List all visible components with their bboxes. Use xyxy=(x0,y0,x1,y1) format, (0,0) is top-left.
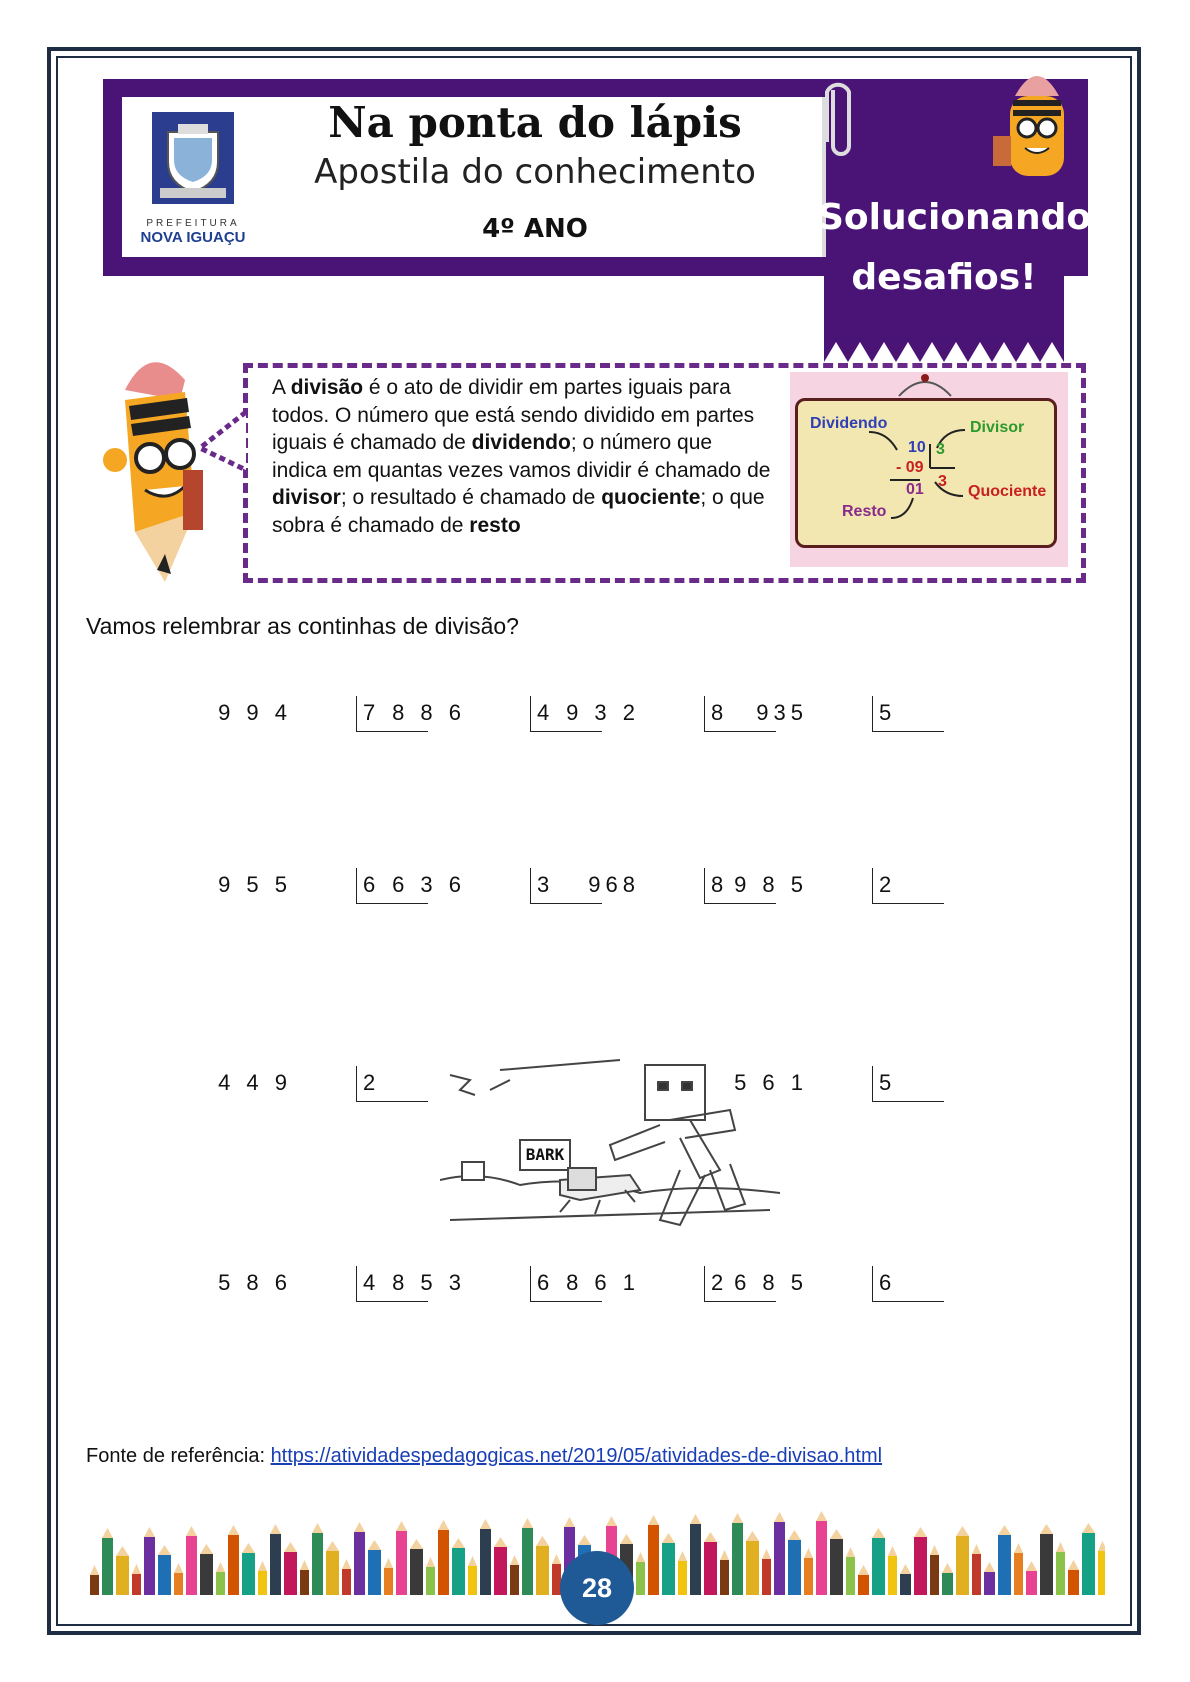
num-quotient: 3 xyxy=(938,473,947,490)
pencil-icon xyxy=(956,1536,969,1595)
divisor: 2 xyxy=(356,1066,428,1102)
pencil-icon xyxy=(942,1573,953,1595)
pencil-icon xyxy=(636,1562,645,1595)
pencil-icon xyxy=(914,1537,927,1595)
pencil-icon xyxy=(102,1538,113,1595)
pencil-icon xyxy=(426,1567,435,1595)
pencil-tip-icon xyxy=(888,1546,897,1556)
pencil-mascot-icon xyxy=(985,66,1085,191)
label-dividendo: Dividendo xyxy=(810,415,888,432)
dividend: 5 8 6 xyxy=(218,1270,292,1295)
pencil-tip-icon xyxy=(426,1557,435,1567)
dividend: 9 3 2 xyxy=(566,700,640,725)
pencil-tip-icon xyxy=(578,1535,591,1545)
diagram-pin-icon xyxy=(895,372,955,403)
def-text-3: ; o número que indica em quantas vezes vamos dividir é chamado de xyxy=(272,431,771,482)
badge-text xyxy=(818,188,1092,308)
label-quociente: Quociente xyxy=(968,483,1047,500)
pencil-tip-icon xyxy=(690,1514,701,1524)
pencil-tip-icon xyxy=(270,1524,281,1534)
pencil-icon xyxy=(984,1572,995,1595)
pencil-tip-icon xyxy=(678,1551,687,1561)
pencil-icon xyxy=(174,1573,183,1595)
pencil-tip-icon xyxy=(326,1541,339,1551)
divisor: 4 xyxy=(356,1266,428,1302)
def-term-resto: resto xyxy=(469,513,521,537)
pencil-icon xyxy=(662,1543,675,1595)
pencil-tip-icon xyxy=(480,1519,491,1529)
definition-text xyxy=(272,374,772,539)
pencil-icon xyxy=(326,1551,339,1595)
pencil-tip-icon xyxy=(258,1561,267,1571)
pencil-tip-icon xyxy=(510,1555,519,1565)
pencil-tip-icon xyxy=(1082,1523,1095,1533)
dividend: 8 5 3 xyxy=(392,1270,466,1295)
dividend: 6 8 5 xyxy=(734,1270,808,1295)
pencil-icon xyxy=(300,1570,309,1595)
pencil-tip-icon xyxy=(144,1527,155,1537)
pencil-icon xyxy=(804,1558,813,1595)
num-dividend: 10 xyxy=(908,439,926,456)
pencil-tip-icon xyxy=(762,1549,771,1559)
pencil-icon xyxy=(116,1556,129,1595)
num-rest: 01 xyxy=(906,481,924,498)
pencil-tip-icon xyxy=(468,1556,477,1566)
pencil-tip-icon xyxy=(522,1518,533,1528)
def-text-5: ; o que sobra é chamado de xyxy=(272,486,765,537)
divisor: 5 xyxy=(872,696,944,732)
pencil-tip-icon xyxy=(452,1538,465,1548)
source-line xyxy=(86,1445,882,1468)
pencil-icon xyxy=(830,1539,843,1595)
pencil-tip-icon xyxy=(620,1534,633,1544)
pencil-tip-icon xyxy=(158,1545,171,1555)
pencil-icon xyxy=(788,1540,801,1595)
pencil-icon xyxy=(200,1554,213,1595)
pencil-tip-icon xyxy=(186,1526,197,1536)
pencil-icon xyxy=(972,1554,981,1595)
pencil-icon xyxy=(704,1542,717,1595)
pencil-tip-icon xyxy=(354,1522,365,1532)
page-subtitle: Apostila do conhecimento xyxy=(314,152,756,192)
pencil-icon xyxy=(228,1535,239,1595)
pencil-icon xyxy=(158,1555,171,1595)
dividend: 9 5 5 xyxy=(218,872,292,897)
pencil-mascot-large-icon xyxy=(95,340,210,605)
def-text-2: é o ato de dividir em partes iguais para todos. O número que está sendo dividido em partes iguais é chamado de xyxy=(272,376,755,454)
pencil-tip-icon xyxy=(914,1527,927,1537)
pencil-tip-icon xyxy=(102,1528,113,1538)
pencil-tip-icon xyxy=(720,1550,729,1560)
pencil-tip-icon xyxy=(368,1540,381,1550)
bark-label: BARK xyxy=(525,1145,565,1164)
pencil-icon xyxy=(186,1536,197,1595)
division-diagram xyxy=(795,398,1057,548)
pencil-icon xyxy=(816,1521,827,1595)
label-divisor: Divisor xyxy=(970,419,1025,436)
dividend: 8 6 1 xyxy=(566,1270,640,1295)
paperclip-icon xyxy=(823,82,857,169)
pencil-icon xyxy=(1056,1552,1065,1595)
exercise-prompt: Vamos relembrar as continhas de divisão? xyxy=(86,613,519,639)
pencil-tip-icon xyxy=(132,1564,141,1574)
dividend: 935 xyxy=(756,700,808,725)
pencil-icon xyxy=(438,1530,449,1595)
pencil-tip-icon xyxy=(242,1543,255,1553)
pencil-tip-icon xyxy=(858,1565,869,1575)
pencil-tip-icon xyxy=(972,1544,981,1554)
pencil-icon xyxy=(746,1541,759,1595)
pencil-tip-icon xyxy=(90,1565,99,1575)
divisor: 5 xyxy=(872,1066,944,1102)
source-link[interactable]: https://atividadespedagogicas.net/2019/05/atividades-de-divisao.html xyxy=(270,1445,883,1467)
speech-pointer-icon xyxy=(198,408,248,483)
pencil-tip-icon xyxy=(410,1539,423,1549)
badge-line-2: desafios! xyxy=(851,257,1037,298)
pencil-icon xyxy=(762,1559,771,1595)
num-subtract: - 09 xyxy=(896,459,924,476)
pencil-tip-icon xyxy=(636,1552,645,1562)
dividend: 9 9 4 xyxy=(218,700,292,725)
pencil-tip-icon xyxy=(704,1532,717,1542)
logo-city: NOVA IGUAÇU xyxy=(140,229,246,246)
pencil-icon xyxy=(90,1575,99,1595)
pencil-icon xyxy=(242,1553,255,1595)
def-text-4: ; o resultado é chamado de xyxy=(340,486,602,509)
pencil-icon xyxy=(522,1528,533,1595)
pencil-icon xyxy=(648,1525,659,1595)
pencil-tip-icon xyxy=(984,1562,995,1572)
dividend: 6 3 6 xyxy=(392,872,466,897)
pencil-icon xyxy=(510,1565,519,1595)
pencil-tip-icon xyxy=(732,1513,743,1523)
pencil-tip-icon xyxy=(174,1563,183,1573)
num-divisor: 3 xyxy=(936,441,945,458)
pencil-tip-icon xyxy=(494,1537,507,1547)
pencil-icon xyxy=(216,1572,225,1595)
pencil-icon xyxy=(132,1574,141,1595)
pencil-tip-icon xyxy=(312,1523,323,1533)
dividend: 4 4 9 xyxy=(218,1070,292,1095)
divisor: 6 xyxy=(356,868,428,904)
pencil-icon xyxy=(368,1550,381,1595)
dividend: 968 xyxy=(588,872,640,897)
pencil-tip-icon xyxy=(228,1525,239,1535)
pencil-icon xyxy=(998,1535,1011,1595)
pencil-icon xyxy=(1098,1551,1105,1595)
pencil-icon xyxy=(846,1557,855,1595)
grade-label: 4º ANO xyxy=(482,214,588,244)
pencil-tip-icon xyxy=(774,1512,785,1522)
pencil-tip-icon xyxy=(648,1515,659,1525)
pencil-tip-icon xyxy=(1056,1542,1065,1552)
divisor: 8 xyxy=(704,696,776,732)
divisor: 6 xyxy=(872,1266,944,1302)
def-term-quociente: quociente xyxy=(601,486,701,509)
def-text-1: A xyxy=(272,376,291,399)
pencil-tip-icon xyxy=(396,1521,407,1531)
pencil-tip-icon xyxy=(1014,1543,1023,1553)
pencil-tip-icon xyxy=(746,1531,759,1541)
label-resto: Resto xyxy=(842,503,887,520)
divisor: 6 xyxy=(530,1266,602,1302)
pencil-tip-icon xyxy=(804,1548,813,1558)
pencil-icon xyxy=(1014,1553,1023,1595)
page-number-badge: 28 xyxy=(560,1551,634,1625)
pencil-tip-icon xyxy=(998,1525,1011,1535)
pencil-icon xyxy=(1026,1571,1037,1595)
pencil-icon xyxy=(858,1575,869,1595)
def-term-dividendo: dividendo xyxy=(471,431,571,454)
pencil-icon xyxy=(1040,1534,1053,1595)
pencil-tip-icon xyxy=(662,1533,675,1543)
pencil-tip-icon xyxy=(1040,1524,1053,1534)
pencil-icon xyxy=(384,1568,393,1595)
pencil-tip-icon xyxy=(564,1517,575,1527)
divisor: 8 xyxy=(704,868,776,904)
pencil-tip-icon xyxy=(342,1559,351,1569)
divisor: 7 xyxy=(356,696,428,732)
divisor: 3 xyxy=(530,868,602,904)
dividend: 5 6 1 xyxy=(734,1070,808,1095)
pencil-icon xyxy=(452,1548,465,1595)
pencil-tip-icon xyxy=(930,1545,939,1555)
pencil-tip-icon xyxy=(606,1516,617,1526)
divisor: 2 xyxy=(704,1266,776,1302)
pencil-icon xyxy=(536,1546,549,1595)
pencil-icon xyxy=(284,1552,297,1595)
dividend: 9 8 5 xyxy=(734,872,808,897)
pencil-tip-icon xyxy=(116,1546,129,1556)
divisor: 4 xyxy=(530,696,602,732)
blocky-character-illustration xyxy=(440,1050,790,1245)
pencil-icon xyxy=(690,1524,701,1595)
pencil-tip-icon xyxy=(830,1529,843,1539)
pencil-icon xyxy=(396,1531,407,1595)
pencil-icon xyxy=(494,1547,507,1595)
pencil-tip-icon xyxy=(1026,1561,1037,1571)
pencil-tip-icon xyxy=(300,1560,309,1570)
pencil-icon xyxy=(888,1556,897,1595)
pencil-icon xyxy=(872,1538,885,1595)
pencil-icon xyxy=(354,1532,365,1595)
pencil-tip-icon xyxy=(1098,1541,1105,1551)
pencil-icon xyxy=(480,1529,491,1595)
pencil-icon xyxy=(1082,1533,1095,1595)
pencil-icon xyxy=(410,1549,423,1595)
def-term-divisao: divisão xyxy=(290,376,364,399)
badge-line-1: Solucionando xyxy=(818,197,1092,238)
dividend: 8 8 6 xyxy=(392,700,466,725)
pencil-icon xyxy=(270,1534,281,1595)
pencil-tip-icon xyxy=(536,1536,549,1546)
source-label: Fonte de referência: xyxy=(86,1445,271,1467)
pencil-icon xyxy=(678,1561,687,1595)
pencil-icon xyxy=(930,1555,939,1595)
pencil-icon xyxy=(312,1533,323,1595)
pencil-tip-icon xyxy=(216,1562,225,1572)
pencil-tip-icon xyxy=(900,1564,911,1574)
pencil-tip-icon xyxy=(200,1544,213,1554)
page-title: Na ponta do lápis xyxy=(328,98,742,147)
pencil-tip-icon xyxy=(284,1542,297,1552)
pencil-icon xyxy=(720,1560,729,1595)
pencil-tip-icon xyxy=(1068,1560,1079,1570)
pencil-tip-icon xyxy=(788,1530,801,1540)
pencil-tip-icon xyxy=(552,1554,561,1564)
divisor: 2 xyxy=(872,868,944,904)
pencil-tip-icon xyxy=(438,1520,449,1530)
pencil-tip-icon xyxy=(816,1511,827,1521)
pencil-icon xyxy=(900,1574,911,1595)
pencil-icon xyxy=(1068,1570,1079,1595)
pencil-tip-icon xyxy=(942,1563,953,1573)
pencil-icon xyxy=(342,1569,351,1595)
pencil-tip-icon xyxy=(384,1558,393,1568)
pencil-tip-icon xyxy=(956,1526,969,1536)
pencil-icon xyxy=(144,1537,155,1595)
pencil-tip-icon xyxy=(846,1547,855,1557)
pencil-icon xyxy=(468,1566,477,1595)
pencil-tip-icon xyxy=(872,1528,885,1538)
pencil-icon xyxy=(774,1522,785,1595)
logo-prefix: PREFEITURA xyxy=(146,218,240,229)
pencil-icon xyxy=(732,1523,743,1595)
def-term-divisor: divisor xyxy=(272,486,341,509)
pencil-icon xyxy=(258,1571,267,1595)
